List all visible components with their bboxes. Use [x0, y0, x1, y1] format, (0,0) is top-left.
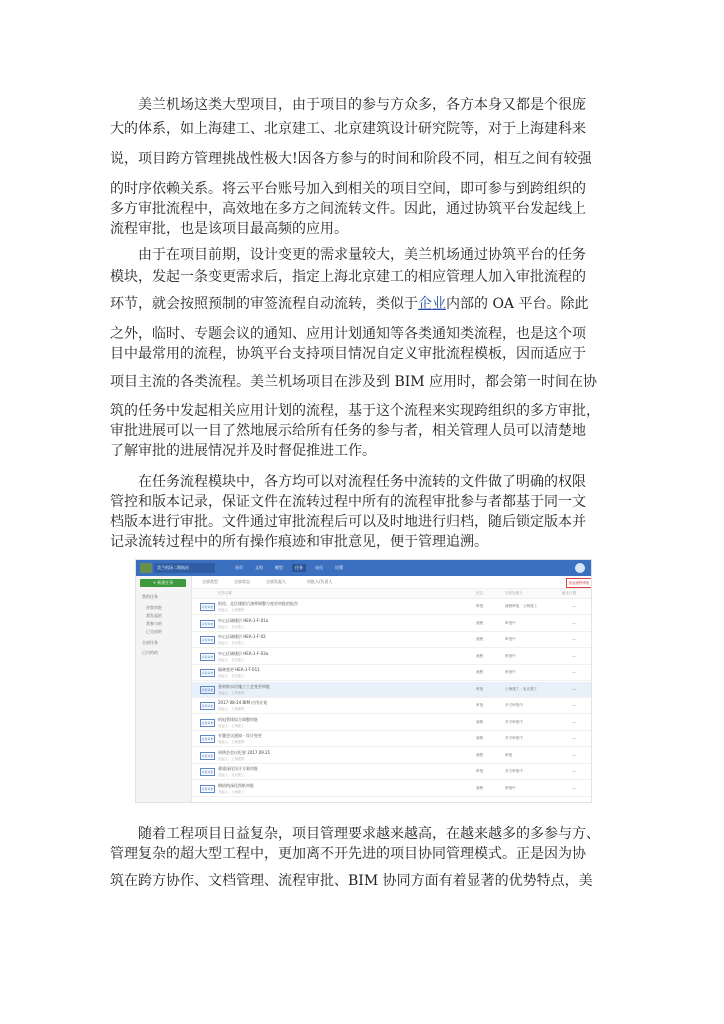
column-header: 当前处理人	[505, 591, 523, 595]
task-initiator: 发起人：上海建科	[218, 608, 245, 612]
filter-type[interactable]: 全部类型	[202, 579, 218, 584]
task-handler: 多方审批中	[505, 736, 523, 740]
task-handler: 上海建工 · 北京建工	[505, 686, 538, 691]
type-badge: 流程审批	[201, 786, 214, 791]
task-title[interactable]: 专题会议通知 · 设计变更	[218, 733, 262, 738]
task-deadline: —	[572, 769, 576, 774]
table-row[interactable]	[192, 781, 591, 797]
start-approval-button[interactable]: 发起流程审批	[566, 578, 592, 588]
text-line: 的时序依赖关系。将云平台账号加入到相关的项目空间，即可参与到跨组织的	[110, 181, 586, 197]
type-badge: 流程审批	[201, 720, 214, 725]
task-title[interactable]: 幕墙深化设计方案审批	[218, 766, 258, 771]
task-status: 流程	[476, 620, 484, 625]
nav-tasks[interactable]: 任务	[292, 564, 306, 572]
task-status: 流程	[476, 736, 484, 740]
sidebar-item-my-tasks[interactable]: 我的任务	[142, 594, 158, 599]
task-handler: 审批	[505, 752, 513, 757]
type-badge: 流程审批	[201, 671, 214, 675]
task-initiator: 发起人：北京建工	[218, 773, 245, 777]
nav-members[interactable]: 成员	[315, 565, 323, 570]
sidebar-item-completed[interactable]: 已完成的	[146, 629, 162, 634]
table-row[interactable]	[192, 649, 591, 665]
task-initiator: 发起人：上海建科	[218, 690, 245, 695]
task-handler: 多方审批中	[505, 703, 523, 707]
text-line: 模块，发起一条变更需求后，指定上海北京建工的相应管理人加入审批流程的	[110, 269, 586, 285]
task-status: 流程	[476, 785, 484, 790]
type-badge: 流程审批	[201, 753, 214, 758]
task-status: 流程	[476, 670, 484, 674]
table-row[interactable]	[192, 616, 591, 632]
text-line: 在任务流程模块中，各方均可以对流程任务中流转的文件做了明确的权限	[138, 474, 586, 490]
task-deadline: —	[572, 703, 576, 708]
task-deadline: —	[572, 670, 576, 675]
task-initiator: 发起人：北京建工	[218, 674, 245, 678]
task-status: 审批	[476, 703, 484, 707]
nav-home[interactable]: 首页	[235, 565, 243, 570]
task-initiator: 发起人：上海建科	[218, 740, 245, 744]
task-deadline: —	[572, 785, 576, 791]
task-status: 审批	[476, 769, 484, 773]
task-sidebar	[136, 576, 192, 802]
task-title[interactable]: 隔离变更 HEA-1-T-011	[218, 667, 260, 672]
project-selector[interactable]: 美兰机场二期航站	[154, 563, 215, 573]
type-badge: 流程审批	[201, 621, 214, 626]
text-line: 项目主流的各类流程。美兰机场项目在涉及到 BIM 应用时，都会第一时间在协	[110, 374, 598, 390]
task-deadline: —	[572, 653, 576, 659]
text-line-with-link	[110, 293, 589, 313]
table-row[interactable]	[192, 698, 591, 714]
user-avatar[interactable]	[575, 563, 585, 573]
sidebar-item-pending[interactable]: 待我审批	[146, 605, 162, 610]
task-title[interactable]: 中心区域楼层 HEA-1-F-03a	[218, 650, 269, 656]
text-line: 管控和版本记录，保证文件在流转过程中所有的流程审批参与者都基于同一文	[110, 494, 586, 510]
table-row[interactable]	[192, 764, 591, 780]
task-deadline: —	[572, 620, 576, 626]
link-line-after: 内部的 OA 平台。除此	[446, 296, 589, 312]
task-title[interactable]: 中心区域楼层 HEA-1-F-02	[218, 634, 266, 639]
filter-toolbar	[192, 576, 591, 589]
sidebar-item-archived[interactable]: 已归档的	[142, 650, 158, 655]
column-header: 截止日期	[562, 591, 576, 595]
column-header: 任务名称	[218, 591, 232, 595]
task-initiator: 发起人：上海建工	[218, 789, 245, 794]
task-initiator: 发起人：上海建科	[218, 756, 245, 761]
table-row[interactable]	[192, 748, 591, 764]
task-deadline: —	[572, 686, 576, 692]
task-deadline: —	[572, 719, 576, 725]
task-title[interactable]: 2017-08-24 BIM 应用计划	[218, 700, 268, 705]
task-title[interactable]: 钢结构深化图纸审批	[218, 782, 254, 788]
app-top-bar	[136, 560, 591, 576]
task-handler: 审批中	[505, 670, 516, 674]
app-logo-icon	[140, 563, 152, 573]
nav-settings[interactable]: 设置	[335, 565, 343, 570]
task-deadline: —	[572, 637, 576, 642]
task-status: 流程	[476, 752, 484, 757]
task-title[interactable]: 周例会会议纪要 2017.09.21	[218, 749, 271, 755]
task-initiator: 发起人：北京建工	[218, 624, 245, 629]
type-badge: 流程审批	[201, 704, 214, 708]
column-header: 状态	[476, 591, 483, 595]
task-handler: 审批中	[505, 653, 516, 658]
table-row[interactable]	[192, 715, 591, 731]
task-title[interactable]: 机房，北区楼板后浇带调整与变更审批的报告	[218, 601, 298, 606]
task-handler: 多方审批中	[505, 769, 523, 773]
table-row[interactable]	[192, 599, 591, 615]
link-line-before: 环节，就会按照预制的审签流程自动流转，类似于	[110, 296, 418, 312]
sidebar-item-all[interactable]: 全部任务	[142, 640, 158, 645]
sidebar-item-participated[interactable]: 我参与的	[146, 621, 162, 626]
task-handler: 多方审批中	[505, 719, 523, 724]
task-status: 流程	[476, 637, 484, 641]
task-status: 审批	[476, 686, 484, 691]
enterprise-link[interactable]: 企业	[418, 296, 446, 312]
new-task-button[interactable]: + 新建任务	[140, 579, 186, 587]
task-deadline: —	[572, 604, 576, 609]
text-line: 随着工程项目日益复杂，项目管理要求越来越高，在越来越多的多参与方、	[138, 826, 600, 842]
text-line: 多方审批流程中，高效地在多方之间流转文件。因此，通过协筑平台发起线上	[110, 201, 586, 217]
text-line: 筑在跨方协作、文档管理、流程审批、BIM 协同方面有着显著的优势特点，美	[110, 873, 593, 889]
text-line: 美兰机场这类大型项目，由于项目的参与方众多，各方本身又都是个很庞	[138, 97, 586, 113]
task-handler: 审批中	[505, 637, 516, 641]
text-line: 之外，临时、专题会议的通知、应用计划通知等各类通知类流程，也是这个项	[110, 326, 586, 342]
table-row[interactable]	[192, 632, 591, 648]
task-handler: 流程审批 · 上海建工	[505, 604, 538, 608]
type-badge: 流程审批	[201, 687, 214, 692]
task-status: 流程	[476, 719, 484, 724]
text-line: 说，项目跨方管理挑战性极大!因各方参与的时间和阶段不同，相互之间有较强	[110, 151, 592, 167]
sidebar-item-initiated[interactable]: 我发起的	[146, 613, 162, 618]
task-initiator: 发起人：北京建工	[218, 657, 245, 662]
text-line: 由于在项目前期，设计变更的需求量较大，美兰机场通过协筑平台的任务	[138, 247, 586, 263]
type-badge: 流程审批	[201, 638, 214, 642]
task-status: 审批	[476, 604, 484, 608]
embedded-screenshot	[135, 559, 592, 803]
task-initiator: 发起人：北京建工	[218, 641, 245, 645]
nav-models[interactable]: 模型	[275, 565, 283, 570]
task-handler: 审批中	[505, 620, 516, 625]
table-row[interactable]	[192, 731, 591, 747]
text-line: 记录流转过程中的所有操作痕迹和审批意见，便于管理追溯。	[110, 534, 488, 550]
task-initiator: 发起人：上海建工	[218, 723, 245, 728]
nav-documents[interactable]: 文档	[255, 565, 263, 570]
task-deadline: —	[572, 736, 576, 741]
table-row[interactable]	[192, 665, 591, 681]
type-badge: 流程审批	[201, 605, 214, 609]
table-row[interactable]	[192, 682, 591, 698]
task-handler: 审批中	[505, 785, 516, 790]
filter-initiator[interactable]: 全部发起人	[266, 579, 286, 584]
text-line: 审批进展可以一目了然地展示给所有任务的参与者，相关管理人员可以清楚地	[110, 423, 586, 439]
task-title[interactable]: 中心区域楼层 HEA-1-F-01a	[218, 617, 269, 623]
task-title[interactable]: 卷材防水层施工工艺变更审批	[218, 683, 270, 689]
type-badge: 流程审批	[201, 654, 214, 659]
task-deadline: —	[572, 752, 576, 758]
text-line: 流程审批，也是该项目最高频的应用。	[110, 221, 348, 237]
text-line: 了解审批的进展情况并及时督促推进工作。	[110, 443, 376, 459]
text-line: 档版本进行审批。文件通过审批流程后可以及时地进行归档，随后锁定版本并	[110, 514, 586, 530]
type-badge: 流程审批	[201, 737, 214, 741]
task-status: 流程	[476, 653, 484, 658]
text-line: 目中最常用的流程，协筑平台支持项目情况自定义审批流程模板，因而适应于	[110, 346, 586, 362]
text-line: 大的体系，如上海建工、北京建工、北京建筑设计研究院等，对于上海建科来	[110, 121, 586, 137]
filter-status[interactable]: 全部状态	[234, 579, 250, 584]
task-initiator: 发起人：上海建科	[218, 707, 245, 711]
type-badge: 流程审批	[201, 770, 214, 774]
task-title[interactable]: 机电管线综合调整审批	[218, 716, 258, 722]
text-line: 筑的任务中发起相关应用计划的流程，基于这个流程来实现跨组织的多方审批，	[110, 403, 600, 419]
text-line: 管理复杂的超大型工程中，更加离不开先进的项目协同管理模式。正是因为协	[110, 846, 586, 862]
filter-assignee[interactable]: 审批人/负责人	[307, 579, 333, 584]
table-header	[192, 589, 591, 599]
